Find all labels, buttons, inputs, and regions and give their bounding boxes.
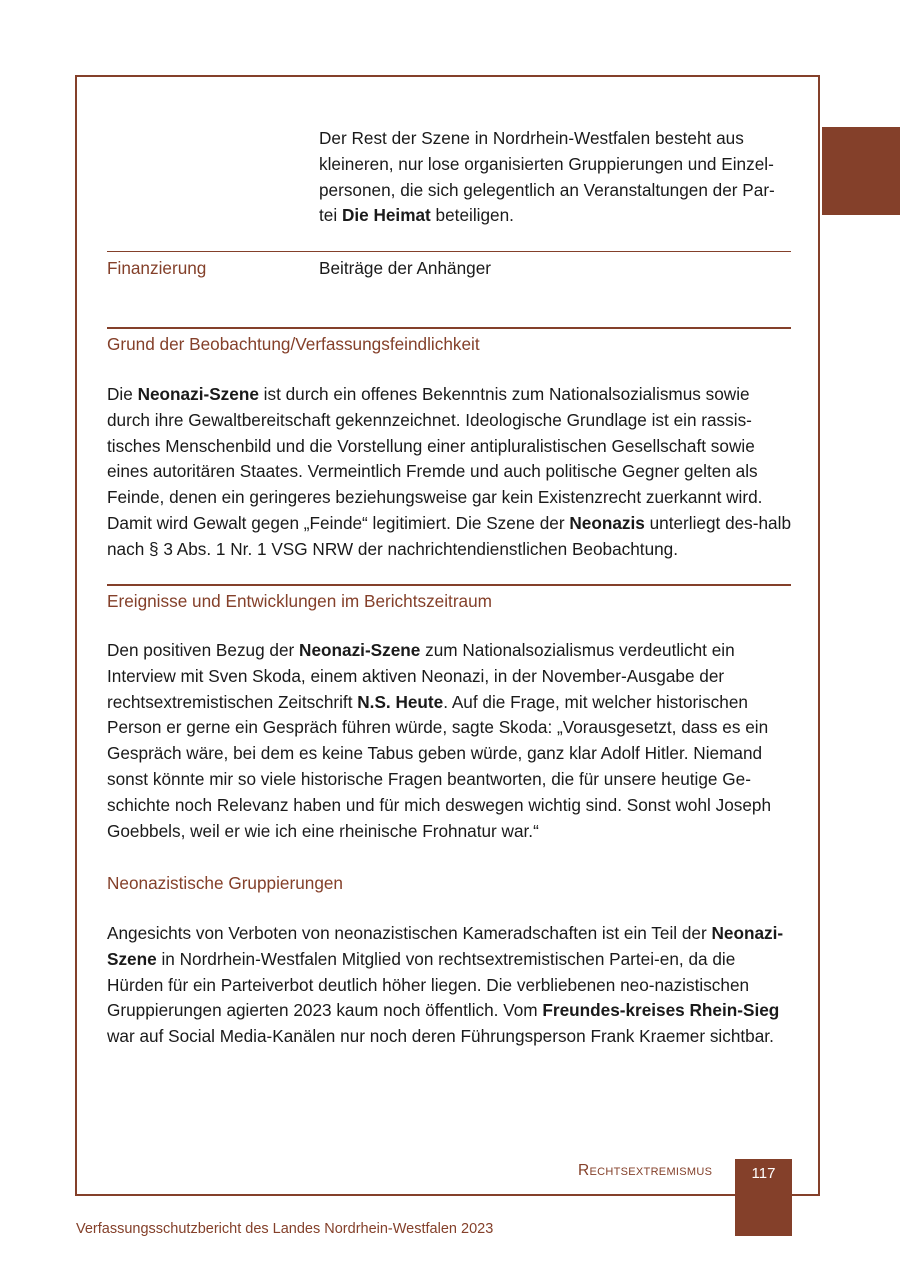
running-footer-section: Rechtsextremismus <box>578 1162 713 1179</box>
events-text-2: zum Nationalsozialismus verdeutlicht ein Interview mit Sven Skoda, einem aktiven Neonazi, in der November-Ausgabe der rechtsextremistischen Zeitschrift <box>107 640 735 712</box>
groups-paragraph <box>107 921 791 1050</box>
groups-text-3: war auf Social Media-Kanälen nur noch deren Führungsperson Frank Kraemer sichtbar. <box>107 1026 774 1047</box>
groups-text-2: in Nordrhein-Westfalen Mitglied von rechtsextremistischen Partei-en, da die Hürden für ein Parteiverbot deutlich höher liegen. Die verbliebenen neo-nazistischen Gruppierungen agierten 2023 kaum noch öffentlich. Vom <box>107 948 750 1021</box>
events-paragraph <box>107 638 791 844</box>
groups-bold-1: Neonazi-Szene <box>107 923 784 969</box>
intro-text-2: beteiligen. <box>430 205 514 226</box>
groups-bold-2: Freundes-kreises Rhein-Sieg <box>542 1000 780 1021</box>
heading-events: Ereignisse und Entwicklungen im Berichtszeitraum <box>107 591 492 611</box>
divider-financing <box>107 251 791 252</box>
financing-label: Finanzierung <box>107 258 207 278</box>
divider-reason <box>107 327 791 329</box>
heading-reason: Grund der Beobachtung/Verfassungsfeindlichkeit <box>107 334 480 354</box>
groups-text-1: Angesichts von Verboten von neonazistischen Kameradschaften ist ein Teil der <box>107 923 712 943</box>
events-bold-1: Neonazi-Szene <box>299 640 421 660</box>
reason-text-2: ist durch ein offenes Bekenntnis zum Nationalsozialismus sowie durch ihre Gewaltbereitschaft gekennzeichnet. Ideologische Grundlage ist ein rassis-tisches Menschenbild und die Vorstellung einer antipluralistischen Gesellschaft sowie eines autoritären Staates. Vermeintlich Fremde und auch politische Gegner gelten als Feinde, denen ein geringeres beziehungsweise gar kein Existenzrecht zuerkannt wird. Damit wird Gewalt gegen „Feinde“ legitimiert. Die Szene der <box>107 384 763 533</box>
document-title-footer: Verfassungsschutzbericht des Landes Nordrhein-Westfalen 2023 <box>76 1221 494 1237</box>
reason-bold-1: Neonazi-Szene <box>137 384 259 404</box>
chapter-tab-marker <box>822 127 900 215</box>
intro-text-1: Der Rest der Szene in Nordrhein-Westfalen besteht aus kleineren, nur lose organisierten Gruppierungen und Einzel-personen, die sich gelegentlich an Veranstaltungen der Par-tei <box>319 128 775 226</box>
reason-bold-2: Neonazis <box>569 512 645 533</box>
page-number: 117 <box>735 1159 792 1236</box>
events-text-3: . Auf die Frage, mit welcher historischen Person er gerne ein Gespräch führen würde, sagte Skoda: „Vorausgesetzt, dass es ein Gespräch wäre, bei dem es keine Tabus geben würde, ganz klar Adolf Hitler. Niemand sonst könnte mir so viele historische Fragen beantworten, die für unsere heutige Ge-schichte noch Relevanz haben und für mich deswegen wichtig sind. Sonst wohl Joseph Goebbels, weil er wie ich eine rheinische Frohnatur war.“ <box>107 691 772 841</box>
reason-text-1: Die <box>107 384 138 404</box>
intro-paragraph <box>319 126 791 229</box>
events-bold-2: N.S. Heute <box>357 691 444 712</box>
divider-events <box>107 584 791 586</box>
intro-bold-1: Die Heimat <box>341 205 431 226</box>
reason-text-3: unterliegt des-halb nach § 3 Abs. 1 Nr. 1 VSG NRW der nachrichtendienstlichen Beobachtung. <box>107 512 791 559</box>
heading-groups: Neonazistische Gruppierungen <box>107 873 343 893</box>
reason-paragraph <box>107 382 791 563</box>
financing-value: Beiträge der Anhänger <box>319 258 492 278</box>
events-text-1: Den positiven Bezug der <box>107 640 300 660</box>
